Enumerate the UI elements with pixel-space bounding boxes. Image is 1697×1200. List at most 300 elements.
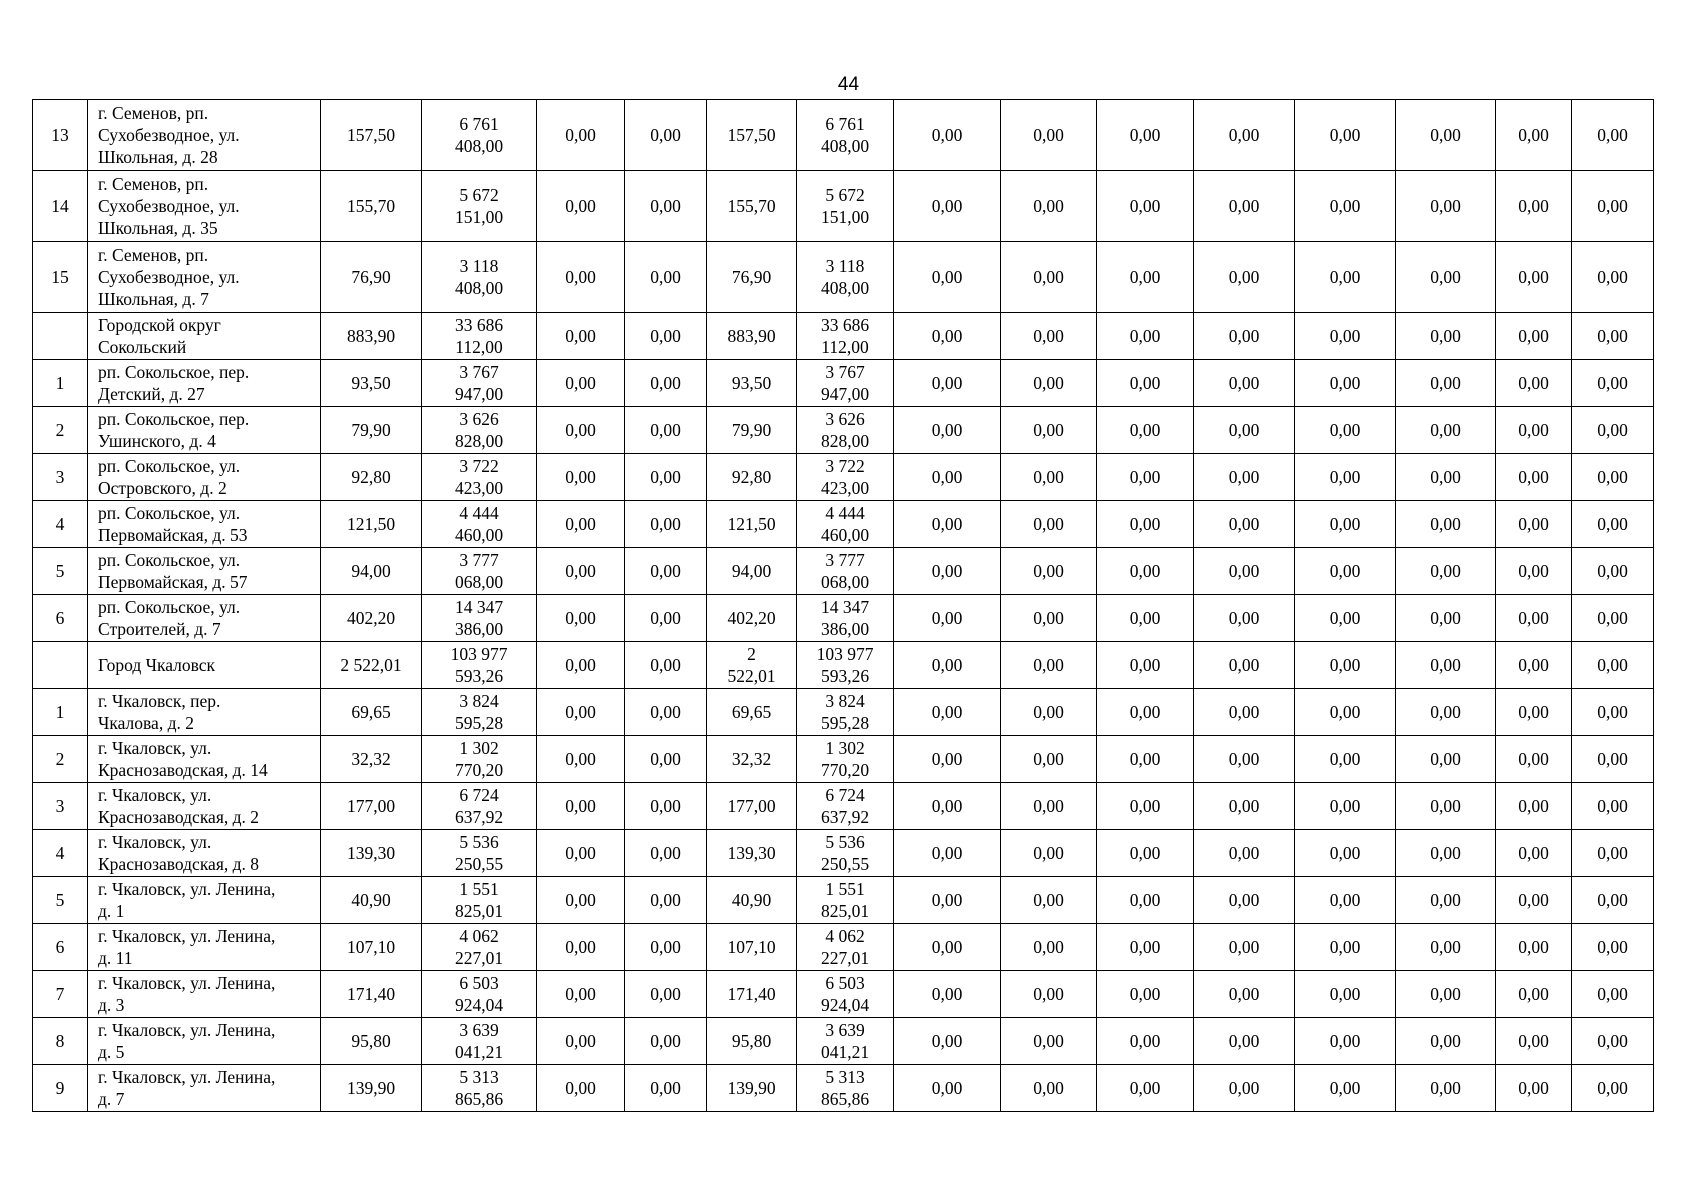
address-cell (88, 1018, 321, 1065)
row-number-cell (33, 642, 88, 689)
value-cell: 0,00 (625, 454, 707, 501)
cost-cell-line: 825,01 (820, 901, 870, 921)
value-cell: 0,00 (537, 501, 625, 548)
value-cell: 0,00 (1097, 924, 1194, 971)
area-cell-line: 155,70 (346, 196, 396, 216)
cost-cell-line: 1 551 (825, 879, 865, 899)
value-cell: 0,00 (1097, 360, 1194, 407)
value-cell: 0,00 (625, 971, 707, 1018)
cost-cell (422, 1018, 537, 1065)
value-cell: 0,00 (1194, 1065, 1295, 1112)
value-cell: 0,00 (1194, 689, 1295, 736)
row-number-cell: 13 (33, 100, 88, 171)
address-cell-line: Сухобезводное, ул. (98, 196, 240, 216)
cost-cell-line: 825,01 (454, 901, 504, 921)
value-cell: 0,00 (1001, 642, 1097, 689)
address-cell-line: рп. Сокольское, ул. (98, 456, 241, 476)
value-cell: 0,00 (625, 1065, 707, 1112)
area-cell (321, 595, 422, 642)
cost-cell-line: 250,55 (454, 854, 504, 874)
cost-cell-line: 6 724 (459, 785, 499, 805)
value-cell: 0,00 (1295, 242, 1396, 313)
cost-cell-line: 068,00 (820, 572, 870, 592)
cost-cell-line: 408,00 (454, 136, 504, 156)
value-cell: 0,00 (1295, 1018, 1396, 1065)
value-cell: 0,00 (1295, 548, 1396, 595)
area-cell-line: 40,90 (351, 890, 391, 910)
cost-cell (797, 877, 894, 924)
cost-cell-line: 112,00 (455, 337, 503, 357)
area-cell-line: 139,90 (346, 1078, 396, 1098)
table-row (33, 783, 1654, 830)
value-cell: 0,00 (1572, 877, 1654, 924)
value-cell: 0,00 (894, 877, 1001, 924)
area-cell (321, 877, 422, 924)
table-row (33, 971, 1654, 1018)
cost-cell (797, 1018, 894, 1065)
address-cell (88, 360, 321, 407)
value-cell: 0,00 (1295, 877, 1396, 924)
value-cell: 0,00 (625, 736, 707, 783)
address-cell-line: Ушинского, д. 4 (98, 431, 216, 451)
address-cell-line: г. Чкаловск, ул. Ленина, (98, 1067, 276, 1087)
table-row (33, 454, 1654, 501)
row-number-cell: 3 (33, 454, 88, 501)
value-cell: 0,00 (1396, 360, 1496, 407)
value-cell: 0,00 (625, 783, 707, 830)
cost-cell (422, 1065, 537, 1112)
area-cell-line: 95,80 (731, 1031, 772, 1051)
value-cell: 0,00 (1572, 454, 1654, 501)
value-cell: 0,00 (1295, 1065, 1396, 1112)
area-cell (707, 548, 797, 595)
cost-cell (422, 830, 537, 877)
value-cell: 0,00 (894, 454, 1001, 501)
address-cell-line: г. Чкаловск, ул. (98, 738, 212, 758)
value-cell: 0,00 (1194, 971, 1295, 1018)
value-cell: 0,00 (625, 642, 707, 689)
area-cell-line: 883,90 (727, 326, 776, 346)
value-cell: 0,00 (1396, 242, 1496, 313)
value-cell: 0,00 (1295, 736, 1396, 783)
value-cell: 0,00 (1396, 313, 1496, 360)
value-cell: 0,00 (1097, 736, 1194, 783)
value-cell: 0,00 (1295, 313, 1396, 360)
cost-cell-line: 770,20 (820, 760, 870, 780)
value-cell: 0,00 (1097, 642, 1194, 689)
cost-cell-line: 595,28 (454, 713, 504, 733)
cost-cell-line: 3 777 (459, 550, 499, 570)
value-cell: 0,00 (537, 1065, 625, 1112)
value-cell: 0,00 (537, 171, 625, 242)
cost-cell-line: 3 767 (459, 362, 499, 382)
value-cell: 0,00 (1194, 171, 1295, 242)
value-cell: 0,00 (1001, 1018, 1097, 1065)
address-cell-line: Городской округ (98, 315, 221, 335)
address-cell-line: Краснозаводская, д. 8 (98, 854, 260, 874)
address-cell (88, 454, 321, 501)
value-cell: 0,00 (1496, 1065, 1572, 1112)
area-cell (707, 407, 797, 454)
cost-cell (422, 877, 537, 924)
value-cell: 0,00 (1496, 642, 1572, 689)
value-cell: 0,00 (1001, 971, 1097, 1018)
address-cell-line: рп. Сокольское, пер. (98, 409, 250, 429)
cost-cell (422, 242, 537, 313)
cost-cell-line: 227,01 (820, 948, 870, 968)
area-cell-line: 32,32 (351, 749, 391, 769)
value-cell: 0,00 (537, 689, 625, 736)
area-cell (707, 100, 797, 171)
cost-cell-line: 151,00 (454, 207, 504, 227)
value-cell: 0,00 (1295, 971, 1396, 1018)
table-row (33, 242, 1654, 313)
area-cell-line: 121,50 (346, 514, 396, 534)
cost-cell-line: 3 626 (825, 409, 865, 429)
value-cell: 0,00 (1097, 548, 1194, 595)
area-cell-line: 155,70 (727, 196, 776, 216)
value-cell: 0,00 (894, 1018, 1001, 1065)
value-cell: 0,00 (1572, 595, 1654, 642)
value-cell: 0,00 (1496, 595, 1572, 642)
cost-cell-line: 637,92 (820, 807, 870, 827)
value-cell: 0,00 (1194, 830, 1295, 877)
address-cell (88, 971, 321, 1018)
cost-cell-line: 5 536 (825, 832, 865, 852)
area-cell-line: 522,01 (727, 666, 776, 686)
row-number-cell: 4 (33, 501, 88, 548)
area-cell (707, 242, 797, 313)
value-cell: 0,00 (1295, 407, 1396, 454)
value-cell: 0,00 (1572, 313, 1654, 360)
area-cell-line: 92,80 (731, 467, 772, 487)
cost-cell-line: 33 686 (820, 315, 870, 335)
value-cell: 0,00 (1295, 924, 1396, 971)
area-cell-line: 157,50 (346, 125, 396, 145)
table-body (33, 100, 1654, 1112)
value-cell: 0,00 (1572, 1065, 1654, 1112)
area-cell (707, 736, 797, 783)
row-number-cell: 4 (33, 830, 88, 877)
table-row (33, 689, 1654, 736)
address-cell (88, 313, 321, 360)
address-cell-line: Сокольский (98, 337, 187, 357)
row-number-cell: 5 (33, 548, 88, 595)
value-cell: 0,00 (1097, 100, 1194, 171)
value-cell: 0,00 (1572, 783, 1654, 830)
value-cell: 0,00 (1097, 830, 1194, 877)
cost-cell (422, 642, 537, 689)
cost-cell-line: 865,86 (454, 1089, 504, 1109)
cost-cell-line: 386,00 (820, 619, 870, 639)
cost-cell (797, 360, 894, 407)
value-cell: 0,00 (894, 171, 1001, 242)
value-cell: 0,00 (1194, 1018, 1295, 1065)
cost-cell-line: 386,00 (454, 619, 504, 639)
cost-cell (797, 1065, 894, 1112)
address-cell-line: Школьная, д. 7 (98, 289, 209, 309)
cost-cell (422, 736, 537, 783)
cost-cell (797, 501, 894, 548)
area-cell-line: 171,40 (346, 984, 396, 1004)
area-cell-line: 40,90 (731, 890, 772, 910)
value-cell: 0,00 (1194, 454, 1295, 501)
cost-cell-line: 593,26 (454, 666, 504, 686)
value-cell: 0,00 (537, 830, 625, 877)
value-cell: 0,00 (1295, 642, 1396, 689)
area-cell (321, 548, 422, 595)
value-cell: 0,00 (1572, 501, 1654, 548)
value-cell: 0,00 (894, 689, 1001, 736)
cost-cell-line: 1 302 (825, 738, 865, 758)
value-cell: 0,00 (1396, 736, 1496, 783)
value-cell: 0,00 (1496, 100, 1572, 171)
area-cell (707, 313, 797, 360)
row-number-cell: 2 (33, 407, 88, 454)
address-cell-line: Первомайская, д. 57 (98, 572, 248, 592)
cost-cell-line: 112,00 (821, 337, 869, 357)
value-cell: 0,00 (537, 548, 625, 595)
cost-cell-line: 408,00 (820, 136, 870, 156)
cost-cell-line: 14 347 (454, 597, 504, 617)
address-cell (88, 501, 321, 548)
value-cell: 0,00 (894, 548, 1001, 595)
cost-cell-line: 6 761 (825, 114, 865, 134)
value-cell: 0,00 (537, 783, 625, 830)
cost-cell (422, 407, 537, 454)
value-cell: 0,00 (1396, 971, 1496, 1018)
value-cell: 0,00 (1396, 1018, 1496, 1065)
value-cell: 0,00 (1496, 1018, 1572, 1065)
value-cell: 0,00 (1001, 548, 1097, 595)
address-cell-line: Школьная, д. 35 (98, 218, 218, 238)
area-cell (321, 736, 422, 783)
value-cell: 0,00 (537, 313, 625, 360)
address-cell-line: Сухобезводное, ул. (98, 125, 240, 145)
cost-cell-line: 3 824 (825, 691, 865, 711)
value-cell: 0,00 (1496, 501, 1572, 548)
value-cell: 0,00 (1097, 501, 1194, 548)
value-cell: 0,00 (1001, 454, 1097, 501)
table-row (33, 924, 1654, 971)
area-cell-line: 883,90 (346, 326, 396, 346)
cost-cell-line: 947,00 (820, 384, 870, 404)
value-cell: 0,00 (1572, 242, 1654, 313)
value-cell: 0,00 (1194, 501, 1295, 548)
value-cell: 0,00 (625, 595, 707, 642)
value-cell: 0,00 (1496, 171, 1572, 242)
cost-cell (797, 783, 894, 830)
value-cell: 0,00 (1001, 830, 1097, 877)
value-cell: 0,00 (625, 548, 707, 595)
cost-cell (797, 642, 894, 689)
row-number-cell: 7 (33, 971, 88, 1018)
cost-cell-line: 3 639 (825, 1020, 865, 1040)
address-cell-line: Краснозаводская, д. 14 (98, 760, 268, 780)
area-cell (321, 100, 422, 171)
value-cell: 0,00 (1001, 100, 1097, 171)
cost-cell (797, 830, 894, 877)
value-cell: 0,00 (1496, 454, 1572, 501)
value-cell: 0,00 (1194, 548, 1295, 595)
value-cell: 0,00 (1001, 1065, 1097, 1112)
value-cell: 0,00 (1001, 924, 1097, 971)
value-cell: 0,00 (537, 360, 625, 407)
value-cell: 0,00 (1572, 100, 1654, 171)
value-cell: 0,00 (1496, 971, 1572, 1018)
cost-cell (422, 689, 537, 736)
value-cell: 0,00 (1001, 313, 1097, 360)
value-cell: 0,00 (1396, 1065, 1496, 1112)
cost-cell-line: 5 672 (459, 185, 499, 205)
area-cell-line: 32,32 (731, 749, 772, 769)
area-cell (321, 313, 422, 360)
value-cell: 0,00 (537, 736, 625, 783)
address-cell-line: д. 7 (98, 1089, 125, 1109)
area-cell (707, 1065, 797, 1112)
address-cell (88, 736, 321, 783)
table-row (33, 1065, 1654, 1112)
value-cell: 0,00 (537, 407, 625, 454)
area-cell (321, 501, 422, 548)
value-cell: 0,00 (625, 877, 707, 924)
value-cell: 0,00 (1396, 548, 1496, 595)
cost-cell-line: 33 686 (454, 315, 504, 335)
value-cell: 0,00 (1396, 783, 1496, 830)
value-cell: 0,00 (1496, 830, 1572, 877)
value-cell: 0,00 (1194, 783, 1295, 830)
value-cell: 0,00 (1572, 689, 1654, 736)
area-cell (321, 1065, 422, 1112)
row-number-cell: 3 (33, 783, 88, 830)
value-cell: 0,00 (1295, 501, 1396, 548)
cost-cell-line: 5 313 (459, 1067, 499, 1087)
area-cell (707, 171, 797, 242)
value-cell: 0,00 (1001, 171, 1097, 242)
cost-cell (797, 242, 894, 313)
value-cell: 0,00 (1396, 407, 1496, 454)
value-cell: 0,00 (1097, 1065, 1194, 1112)
value-cell: 0,00 (894, 360, 1001, 407)
cost-cell-line: 103 977 (816, 644, 874, 664)
address-cell (88, 595, 321, 642)
row-number-cell: 14 (33, 171, 88, 242)
cost-cell-line: 408,00 (454, 278, 504, 298)
address-cell (88, 689, 321, 736)
address-cell (88, 100, 321, 171)
value-cell: 0,00 (1496, 407, 1572, 454)
value-cell: 0,00 (1295, 595, 1396, 642)
area-cell-line: 69,65 (351, 702, 391, 722)
value-cell: 0,00 (1001, 360, 1097, 407)
value-cell: 0,00 (537, 1018, 625, 1065)
value-cell: 0,00 (1194, 736, 1295, 783)
area-cell (707, 642, 797, 689)
cost-cell-line: 3 777 (825, 550, 865, 570)
value-cell: 0,00 (1572, 548, 1654, 595)
value-cell: 0,00 (894, 783, 1001, 830)
value-cell: 0,00 (894, 1065, 1001, 1112)
area-cell (321, 242, 422, 313)
table-row (33, 360, 1654, 407)
value-cell: 0,00 (894, 100, 1001, 171)
value-cell: 0,00 (1097, 689, 1194, 736)
value-cell: 0,00 (625, 171, 707, 242)
area-cell-line: 177,00 (727, 796, 776, 816)
value-cell: 0,00 (1194, 100, 1295, 171)
cost-cell (422, 454, 537, 501)
cost-cell-line: 947,00 (454, 384, 504, 404)
area-cell (707, 924, 797, 971)
value-cell: 0,00 (625, 689, 707, 736)
area-cell (707, 689, 797, 736)
value-cell: 0,00 (625, 242, 707, 313)
cost-cell-line: 828,00 (820, 431, 870, 451)
address-cell (88, 548, 321, 595)
area-cell (707, 783, 797, 830)
value-cell: 0,00 (1295, 689, 1396, 736)
address-cell (88, 242, 321, 313)
value-cell: 0,00 (1194, 642, 1295, 689)
cost-cell-line: 041,21 (820, 1042, 870, 1062)
cost-cell-line: 924,04 (820, 995, 870, 1015)
area-cell (321, 689, 422, 736)
area-cell-line: 94,00 (731, 561, 772, 581)
value-cell: 0,00 (1295, 360, 1396, 407)
value-cell: 0,00 (1572, 171, 1654, 242)
value-cell: 0,00 (1295, 100, 1396, 171)
table-row (33, 830, 1654, 877)
value-cell: 0,00 (1001, 736, 1097, 783)
cost-cell-line: 423,00 (820, 478, 870, 498)
area-cell (321, 642, 422, 689)
cost-cell-line: 4 444 (825, 503, 865, 523)
value-cell: 0,00 (1496, 736, 1572, 783)
cost-cell (422, 595, 537, 642)
address-cell (88, 407, 321, 454)
area-cell (321, 407, 422, 454)
cost-cell (422, 360, 537, 407)
area-cell-line: 93,50 (731, 373, 772, 393)
area-cell-line: 177,00 (346, 796, 396, 816)
area-cell (321, 171, 422, 242)
cost-cell-line: 250,55 (820, 854, 870, 874)
value-cell: 0,00 (1194, 360, 1295, 407)
cost-cell-line: 3 722 (459, 456, 499, 476)
value-cell: 0,00 (1194, 595, 1295, 642)
value-cell: 0,00 (894, 407, 1001, 454)
address-cell (88, 830, 321, 877)
value-cell: 0,00 (1097, 877, 1194, 924)
value-cell: 0,00 (625, 1018, 707, 1065)
value-cell: 0,00 (625, 407, 707, 454)
value-cell: 0,00 (1001, 501, 1097, 548)
value-cell: 0,00 (894, 736, 1001, 783)
cost-cell-line: 1 302 (459, 738, 499, 758)
row-number-cell: 2 (33, 736, 88, 783)
area-cell-line: 107,10 (346, 937, 396, 957)
value-cell: 0,00 (1496, 783, 1572, 830)
area-cell-line: 402,20 (727, 608, 776, 628)
address-cell-line: Детский, д. 27 (98, 384, 205, 404)
cost-cell-line: 865,86 (820, 1089, 870, 1109)
cost-cell-line: 460,00 (820, 525, 870, 545)
cost-cell-line: 6 503 (459, 973, 499, 993)
cost-cell (422, 924, 537, 971)
cost-cell-line: 14 347 (820, 597, 870, 617)
address-cell-line: рп. Сокольское, ул. (98, 550, 241, 570)
cost-cell-line: 5 313 (825, 1067, 865, 1087)
